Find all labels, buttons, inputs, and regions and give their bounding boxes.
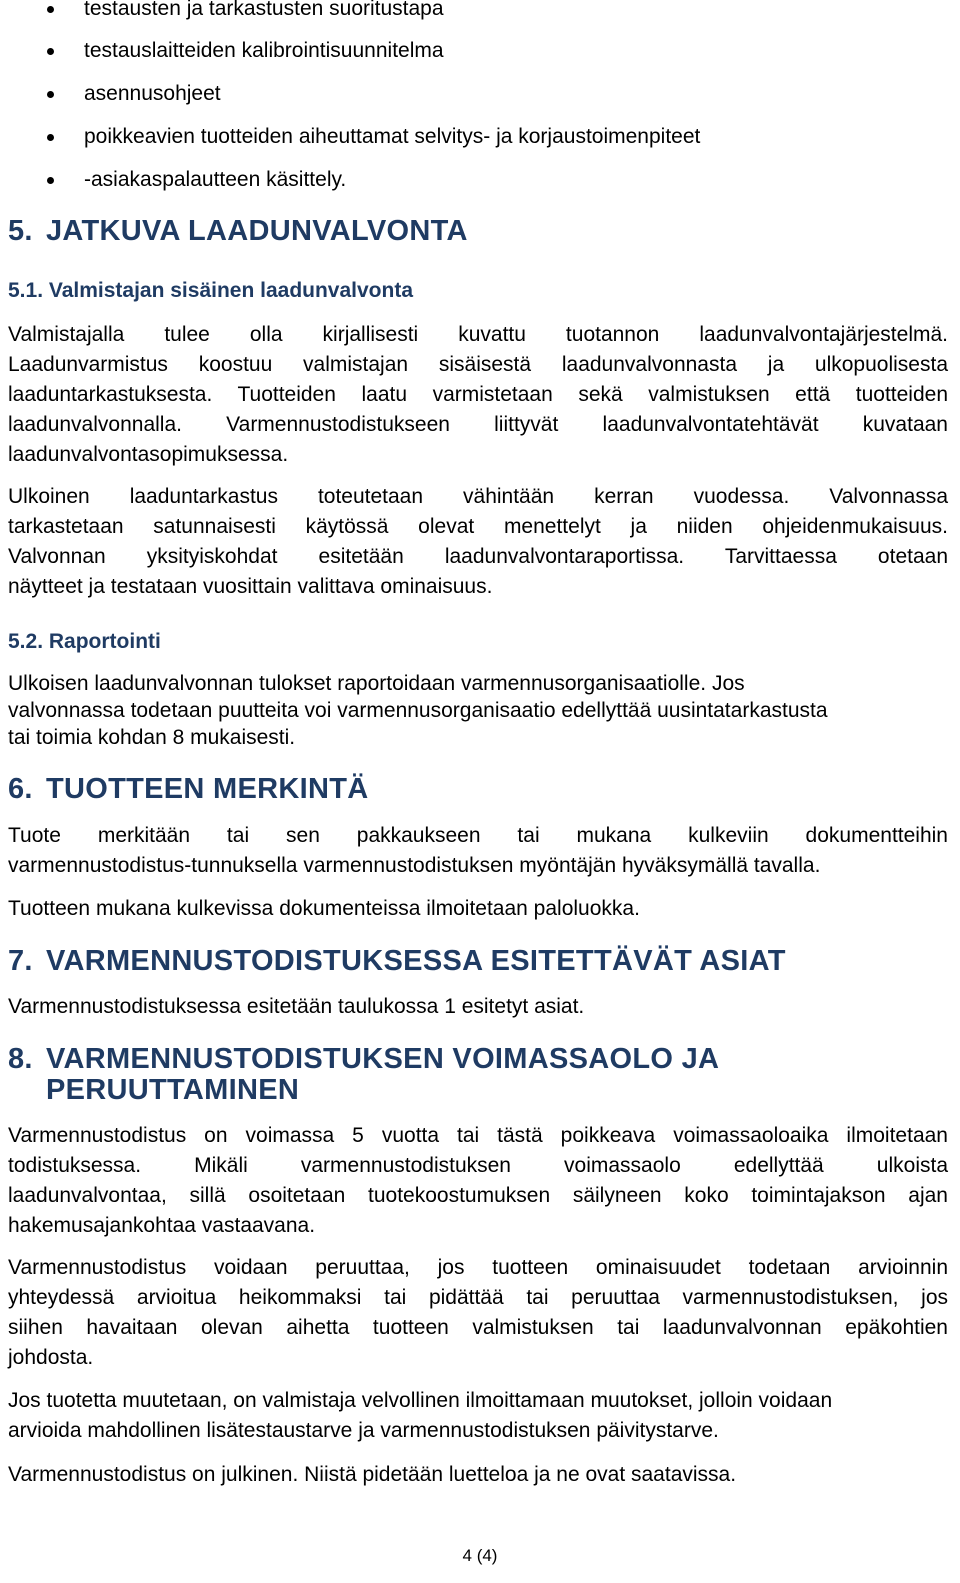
section-8-paragraph-1 — [8, 1121, 948, 1241]
section-5-1-heading: 5.1. Valmistajan sisäinen laadunvalvonta — [8, 279, 414, 302]
section-number: 6. — [8, 773, 33, 805]
section-title: VARMENNUSTODISTUKSESSA ESITETTÄVÄT ASIAT — [46, 945, 786, 977]
bullet-icon — [47, 6, 54, 13]
section-number: 7. — [8, 945, 33, 977]
section-8-heading — [8, 1044, 719, 1106]
text-line: laadunvalvontasopimuksessa. — [8, 443, 289, 466]
text-line: siihen havaitaan olevan aihetta tuotteen valmistuksen tai laadunvalvonnan epäkohtien — [8, 1316, 948, 1339]
bullet-icon — [47, 48, 54, 55]
section-7-paragraph: Varmennustodistuksessa esitetään taulukossa 1 esitetyt asiat. — [8, 995, 585, 1018]
text-line: tai toimia kohdan 8 mukaisesti. — [8, 726, 296, 749]
text-line: tarkastetaan satunnaisesti käytössä olevat menettelyt ja niiden ohjeidenmukaisuus. — [8, 515, 948, 538]
list-item — [84, 125, 700, 149]
section-number: 5. — [8, 215, 33, 247]
text-line: todistuksessa. Mikäli varmennustodistuksen voimassaolo edellyttää ulkoista — [8, 1154, 948, 1177]
text-line: Tuote merkitään tai sen pakkaukseen tai mukana kulkeviin dokumentteihin — [8, 824, 948, 847]
page-number: 4 (4) — [462, 1546, 498, 1565]
bullet-icon — [47, 134, 54, 141]
text-line: näytteet ja testataan vuosittain valittava ominaisuus. — [8, 575, 493, 598]
list-item — [84, 168, 346, 192]
text-line: laadunvalvonnalla. Varmennustodistukseen liittyvät laadunvalvontatehtävät kuvataan — [8, 413, 948, 436]
section-5-1-paragraph-2 — [8, 482, 948, 602]
list-item-text: testausten ja tarkastusten suoritustapa — [84, 0, 444, 20]
text-line: Laadunvarmistus koostuu valmistajan sisäisestä laadunvalvonnasta ja ulkopuolisesta — [8, 353, 948, 376]
list-item-text: testauslaitteiden kalibrointisuunnitelma — [84, 39, 444, 62]
section-8-paragraph-2 — [8, 1253, 948, 1373]
list-item — [84, 82, 221, 106]
section-6-heading — [8, 773, 368, 806]
section-title-line: VARMENNUSTODISTUKSEN VOIMASSAOLO JA — [46, 1043, 720, 1075]
text-line: Valmistajalla tulee olla kirjallisesti kuvattu tuotannon laadunvalvontajärjestelmä. — [8, 323, 948, 346]
section-title: JATKUVA LAADUNVALVONTA — [46, 215, 468, 247]
bullet-icon — [47, 91, 54, 98]
section-5-1-paragraph-1 — [8, 320, 948, 470]
section-5-2-heading: 5.2. Raportointi — [8, 630, 161, 653]
text-line: Ulkoisen laadunvalvonnan tulokset raportoidaan varmennusorganisaatiolle. Jos — [8, 672, 745, 695]
text-line: valvonnassa todetaan puutteita voi varmennusorganisaatio edellyttää uusintatarkastusta — [8, 699, 828, 722]
section-title-line: PERUUTTAMINEN — [46, 1074, 300, 1106]
text-line: laadunvalvontaa, sillä osoitetaan tuotekoostumuksen säilyneen koko toimintajakson ajan — [8, 1184, 948, 1207]
section-number: 8. — [8, 1043, 33, 1075]
text-line: Valvonnan yksityiskohdat esitetään laadunvalvontaraportissa. Tarvittaessa otetaan — [8, 545, 948, 568]
section-6-paragraph-2: Tuotteen mukana kulkevissa dokumenteissa ilmoitetaan paloluokka. — [8, 897, 640, 920]
section-6-paragraph-1 — [8, 821, 948, 881]
text-line: yhteydessä arvioitua heikommaksi tai pidättää tai peruuttaa varmennustodistuksen, jos — [8, 1286, 948, 1309]
section-5-heading — [8, 215, 468, 248]
text-line: johdosta. — [8, 1346, 94, 1369]
section-8-paragraph-4: Varmennustodistus on julkinen. Niistä pidetään luetteloa ja ne ovat saatavissa. — [8, 1463, 737, 1486]
section-5-2-paragraph — [8, 670, 948, 751]
list-item — [84, 0, 444, 21]
list-item — [84, 39, 444, 63]
text-line: Ulkoinen laaduntarkastus toteutetaan vähintään kerran vuodessa. Valvonnassa — [8, 485, 948, 508]
section-title — [46, 1044, 719, 1106]
list-item-text: -asiakaspalautteen käsittely. — [84, 168, 347, 191]
text-line: laaduntarkastuksesta. Tuotteiden laatu varmistetaan sekä valmistuksen että tuotteiden — [8, 383, 948, 406]
text-line: Varmennustodistus voidaan peruuttaa, jos tuotteen ominaisuudet todetaan arvioinnin — [8, 1256, 948, 1279]
text-line: Varmennustodistus on voimassa 5 vuotta tai tästä poikkeava voimassaoloaika ilmoitetaan — [8, 1124, 948, 1147]
list-item-text: poikkeavien tuotteiden aiheuttamat selvitys- ja korjaustoimenpiteet — [84, 125, 701, 148]
text-line: Jos tuotetta muutetaan, on valmistaja velvollinen ilmoittamaan muutokset, jolloin voidaan — [8, 1389, 833, 1412]
text-line: hakemusajankohtaa vastaavana. — [8, 1214, 316, 1237]
section-title: TUOTTEEN MERKINTÄ — [46, 773, 369, 805]
text-line: arvioida mahdollinen lisätestaustarve ja varmennustodistuksen päivitystarve. — [8, 1419, 719, 1442]
section-7-heading — [8, 945, 786, 978]
section-8-paragraph-3 — [8, 1386, 948, 1446]
text-line: varmennustodistus-tunnuksella varmennustodistuksen myöntäjän hyväksymällä tavalla. — [8, 854, 821, 877]
list-item-text: asennusohjeet — [84, 82, 221, 105]
bullet-icon — [47, 177, 54, 184]
